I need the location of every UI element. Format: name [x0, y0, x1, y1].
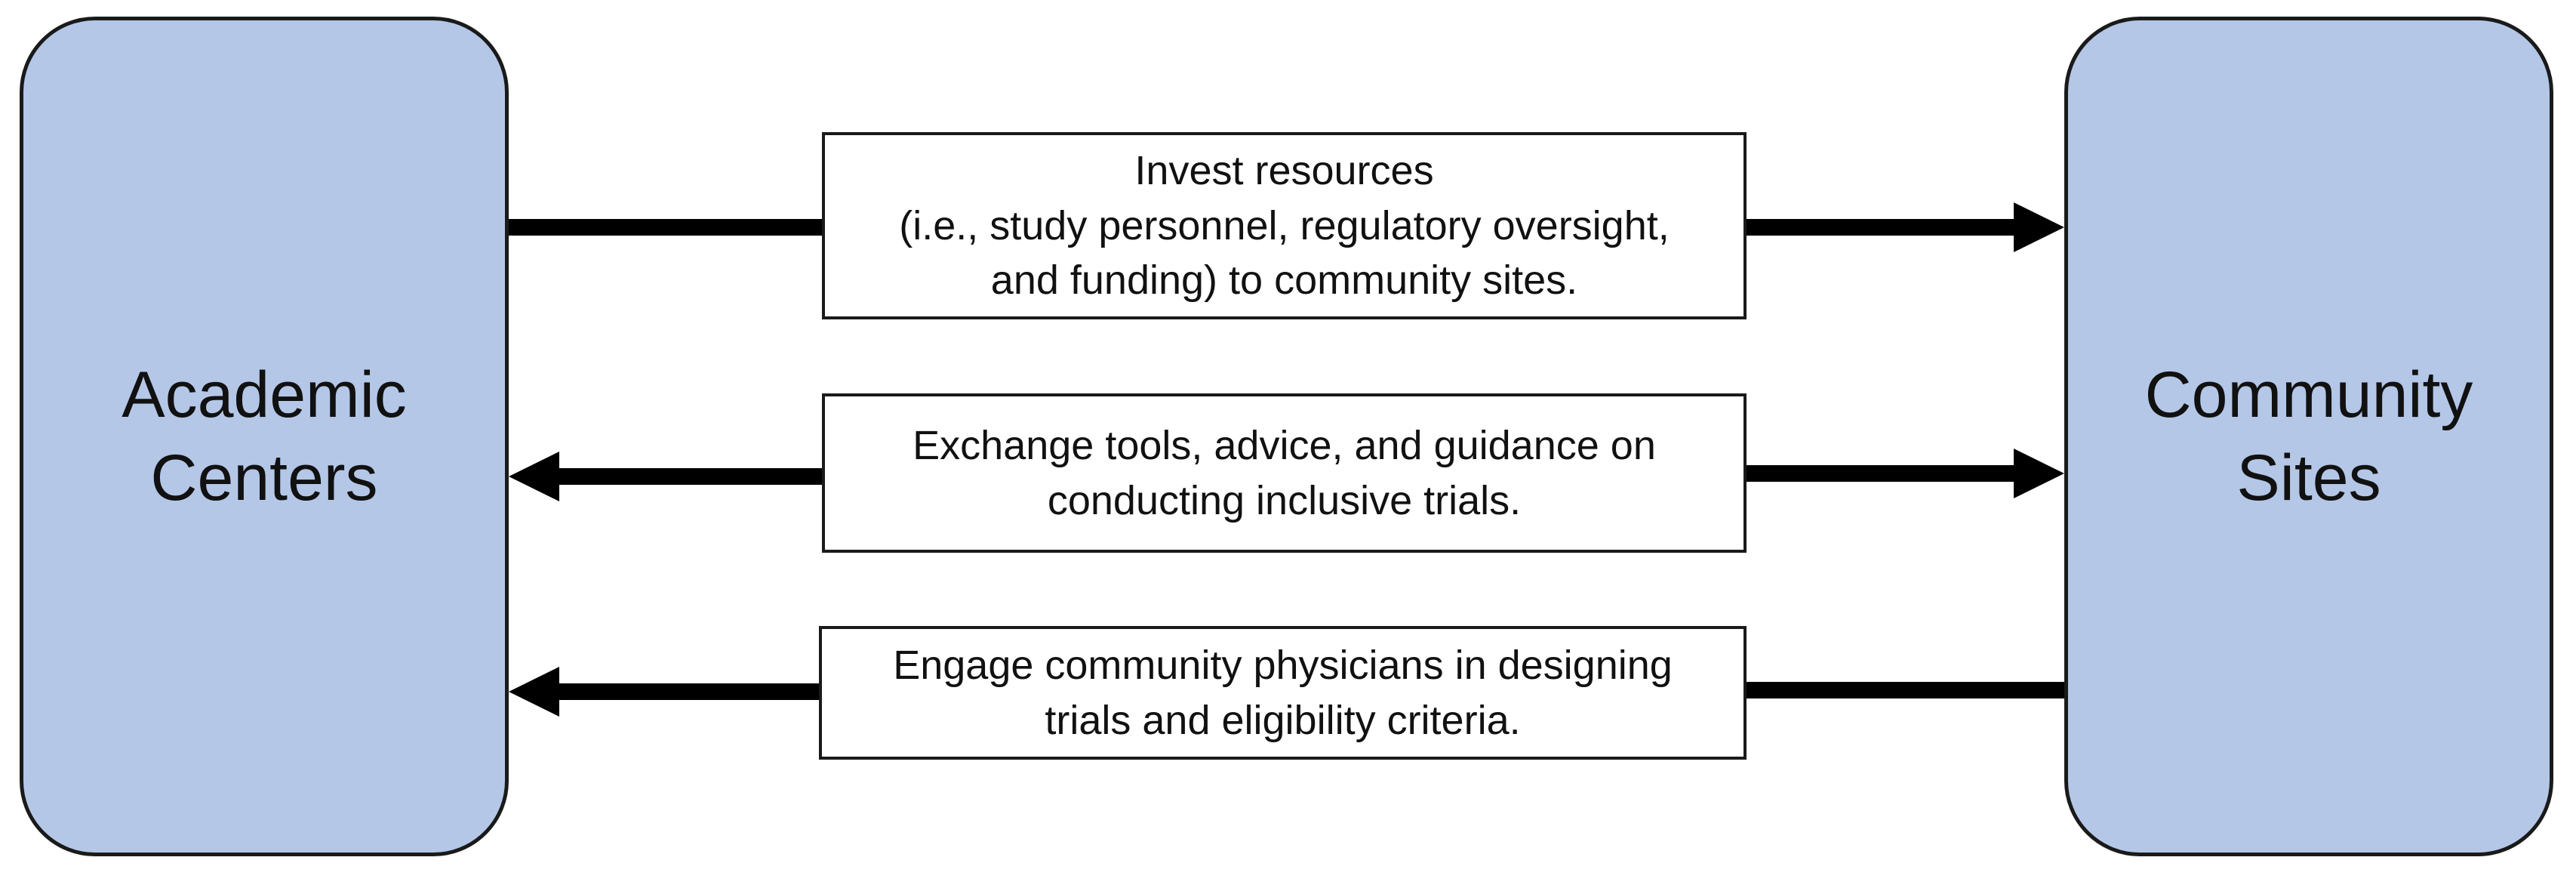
academic-centers-label: Academic Centers	[122, 358, 407, 514]
engage-physicians-text: Engage community physicians in designing trials and eligibility criteria.	[893, 642, 1673, 743]
community-sites-label: Community Sites	[2144, 358, 2473, 514]
academic-centers-node	[20, 17, 509, 856]
arrowhead-left-icon	[509, 452, 559, 501]
arrowhead-right-icon	[2014, 202, 2064, 252]
invest-resources-box	[822, 132, 1747, 319]
arrowhead-right-icon	[2014, 449, 2064, 498]
exchange-tools-text: Exchange tools, advice, and guidance on conducting inclusive trials.	[913, 422, 1656, 523]
invest-resources-text: Invest resources (i.e., study personnel, regulatory oversight, and funding) to community sites.	[899, 147, 1670, 304]
engage-physicians-box	[819, 626, 1747, 760]
community-sites-node	[2064, 17, 2553, 856]
exchange-tools-box	[822, 393, 1747, 553]
arrowhead-left-icon	[509, 667, 559, 717]
